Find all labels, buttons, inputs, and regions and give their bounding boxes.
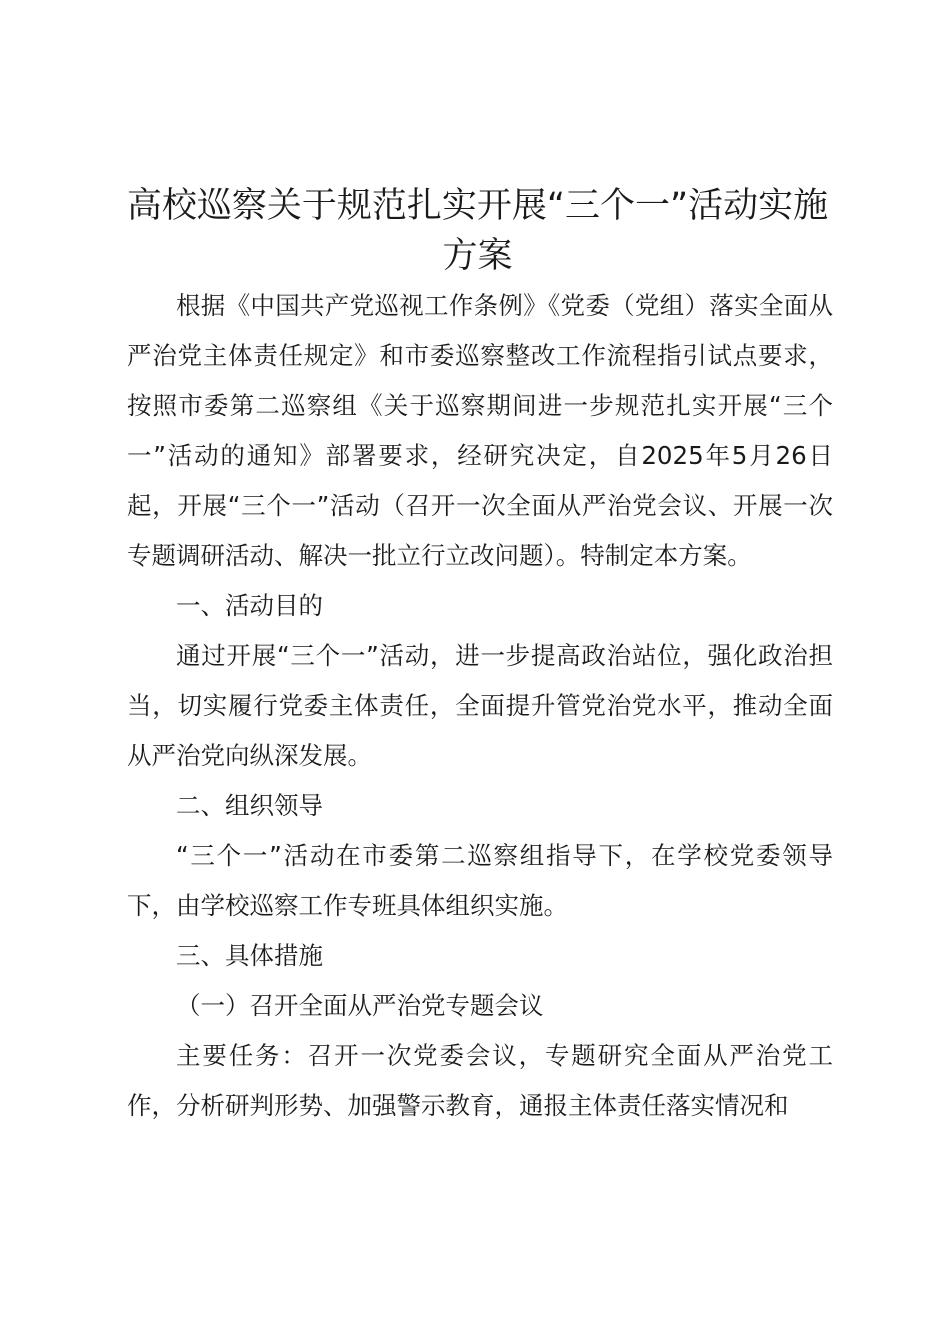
intro-paragraph: 根据《中国共产党巡视工作条例》《党委（党组）落实全面从严治党主体责任规定》和市委巡察整改工作流程指引试点要求，按照市委第二巡察组《关于巡察期间进一步规范扎实开展“三个一”活动的通知》部署要求，经研究决定，自2025年5月26日起，开展“三个一”活动（召开一次全面从严治党会议、开展一次专题调研活动、解决一批立行立改问题）。特制定本方案。 bbox=[127, 291, 833, 570]
leadership-paragraph: “三个一”活动在市委第二巡察组指导下，在学校党委领导下，由学校巡察工作专班具体组织实施。 bbox=[127, 841, 833, 920]
meeting-paragraph: 主要任务：召开一次党委会议，专题研究全面从严治党工作，分析研判形势、加强警示教育，通报主体责任落实情况和 bbox=[127, 1041, 833, 1120]
purpose-paragraph: 通过开展“三个一”活动，进一步提高政治站位，强化政治担当，切实履行党委主体责任，全面提升管党治党水平，推动全面从严治党向纵深发展。 bbox=[127, 641, 833, 770]
document-body bbox=[127, 281, 833, 1131]
section-heading-purpose: 一、活动目的 bbox=[176, 591, 323, 620]
section-heading-leadership: 二、组织领导 bbox=[176, 791, 323, 820]
section-heading-measures: 三、具体措施 bbox=[176, 941, 323, 970]
subsection-heading-meeting: （一）召开全面从严治党专题会议 bbox=[176, 991, 544, 1020]
document-title: 高校巡察关于规范扎实开展“三个一”活动实施方案 bbox=[126, 186, 829, 276]
